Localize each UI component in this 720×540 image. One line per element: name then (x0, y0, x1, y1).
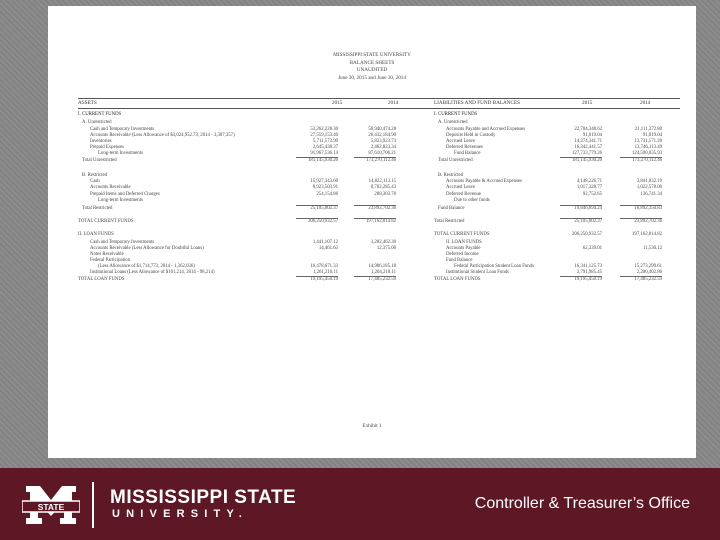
left-row-label: Institutional Loans (Less Allowance of $101,214, 2014 - 98,214) (90, 270, 215, 275)
right-row-value-2014: 21,111,372.80 (634, 127, 662, 132)
left-row-value-2015: 25,105,002.37 (310, 206, 338, 211)
left-row-label: TOTAL CURRENT FUNDS (78, 219, 134, 224)
left-row-value-2015: 19,195,450.19 (310, 277, 338, 282)
left-row-value-2014: 288,303.78 (374, 192, 396, 197)
right-row-value-2015: 16,342,441.57 (574, 145, 602, 150)
university-name: MISSISSIPPI STATE (110, 487, 297, 508)
liabilities-header: LIABILITIES AND FUND BALANCES (434, 100, 521, 106)
logo-monogram-text: STATE (37, 502, 65, 512)
right-row-label: Federal Participation Student Loan Funds (454, 264, 534, 269)
left-row-value-2015: 16,478,671.33 (310, 264, 338, 269)
right-row-label: Accounts Payable & Accrued Expenses (446, 179, 522, 184)
left-row-value-2014: 1,204,210.11 (370, 270, 396, 275)
left-row-label: B. Restricted (82, 173, 108, 178)
left-row-label: Accounts Receivable (Less Allowance of $3,024,952.73, 2014 - 3,307,357) (90, 133, 235, 138)
right-row-value-2015: 181,145,930.20 (572, 158, 602, 163)
total-rule (560, 276, 602, 277)
left-row-value-2014: 14,986,185.18 (368, 264, 396, 269)
right-row-value-2015: 62,339.01 (582, 246, 602, 251)
left-row-label: (Less Allowance of $1,714,773, 2014 - 1,362,036) (98, 264, 195, 269)
left-row-value-2015: 254,154.86 (316, 192, 338, 197)
left-row-value-2014: 87,610,706.21 (368, 151, 396, 156)
right-row-label: Total Restricted (434, 219, 465, 224)
left-row-label: A. Unrestricted (82, 120, 112, 125)
logo-divider (92, 482, 94, 528)
left-row-value-2015: 1,261,210.11 (312, 270, 338, 275)
left-row-label: Inventories (90, 139, 112, 144)
total-rule (620, 205, 662, 206)
right-row-value-2014: 17,485,232.59 (634, 277, 662, 282)
left-row-value-2014: 50,940,474.28 (368, 127, 396, 132)
right-row-value-2014: 15,273,299.61 (634, 264, 662, 269)
right-row-value-2014: 3,841,032.19 (636, 179, 662, 184)
right-row-value-2014: 173,270,112.46 (632, 158, 662, 163)
title-line: MISSISSIPPI STATE UNIVERSITY (333, 52, 411, 58)
right-row-value-2014: 91,019.04 (642, 133, 662, 138)
right-row-value-2014: 124,590,035.93 (632, 151, 662, 156)
right-row-value-2015: 25,105,002.37 (574, 219, 602, 224)
year-2015-header: 2015 (332, 100, 343, 106)
left-row-label: Notes Receivable (90, 252, 124, 257)
left-row-value-2015: 91,967,536.14 (310, 151, 338, 156)
total-rule (296, 205, 338, 206)
right-row-label: Accrued Leave (446, 139, 476, 144)
right-row-label: Accounts Payable and Accrued Expenses (446, 127, 526, 132)
left-row-value-2015: 15,927,343.60 (310, 179, 338, 184)
right-row-value-2014: 11,530.12 (642, 246, 662, 251)
msu-logo-icon (22, 484, 80, 526)
title-line: June 30, 2015 and June 30, 2014 (337, 74, 406, 81)
left-row-value-2014: 5,823,923.73 (370, 139, 396, 144)
total-rule (354, 157, 396, 158)
right-row-label: Due to other funds (454, 198, 490, 203)
right-row-value-2014: 18,892,350.83 (634, 206, 662, 211)
title-line: UNAUDITED (356, 67, 388, 73)
office-title: Controller & Treasurer’s Office (474, 495, 690, 512)
year-2014-header-right: 2014 (640, 100, 651, 106)
right-row-label: Fund Balance (454, 151, 481, 156)
right-row-value-2015: 127,733,779.26 (572, 151, 602, 156)
total-rule (354, 276, 396, 277)
left-row-label: Federal Participation (90, 258, 131, 263)
left-row-value-2015: 206,250,932.57 (308, 219, 338, 224)
right-row-label: B. Restricted (438, 173, 464, 178)
total-rule (560, 218, 602, 219)
total-rule (620, 276, 662, 277)
left-row-value-2015: 181,145,930.20 (308, 158, 338, 163)
left-row-value-2014: 1,282,462.30 (370, 240, 396, 245)
right-row-value-2014: 13,746,113.49 (634, 145, 662, 150)
right-row-value-2015: 4,148,226.71 (576, 179, 602, 184)
total-rule (560, 157, 602, 158)
university-subtitle: UNIVERSITY. (112, 508, 249, 520)
left-row-value-2014: 26,432,184.90 (368, 133, 396, 138)
left-row-label: Cash and Temporary Investments (90, 127, 155, 132)
left-row-value-2014: 8,782,285.43 (370, 185, 396, 190)
right-row-label: Institutional Student Loan Funds (446, 270, 510, 275)
left-row-label: Accounts Receivable (90, 185, 131, 190)
left-row-label: II. LOAN FUNDS (78, 232, 114, 237)
left-row-value-2014: 197,162,814.82 (366, 219, 396, 224)
left-row-value-2014: 173,270,112.46 (366, 158, 396, 163)
right-row-value-2014: 2,200,402.86 (636, 270, 662, 275)
right-row-label: Fund Balance (446, 258, 473, 263)
left-row-label: Prepaid Items and Deferred Charges (90, 192, 160, 197)
right-row-value-2015: 92,752.65 (582, 192, 602, 197)
assets-header: ASSETS (78, 100, 97, 106)
right-row-value-2014: 136,741.34 (640, 192, 662, 197)
right-row-value-2015: 14,274,341.71 (574, 139, 602, 144)
right-row-value-2015: 91,019.04 (582, 133, 602, 138)
left-row-value-2014: 14,822,113.15 (368, 179, 396, 184)
total-rule (620, 218, 662, 219)
right-row-value-2015: 16,341,125.73 (574, 264, 602, 269)
left-row-label: Total Unrestricted (82, 158, 117, 163)
right-row-label: Deposits Held in Custody (446, 133, 496, 138)
right-row-value-2015: 206,250,932.57 (572, 232, 602, 237)
right-row-value-2015: 19,195,450.19 (574, 277, 602, 282)
left-row-value-2014: 2,462,823.34 (370, 145, 396, 150)
left-row-label: Accounts Receivable (Less Allowance for Doubtful Loans) (90, 246, 204, 251)
right-row-label: II. LOAN FUNDS (446, 240, 482, 245)
title-line: BALANCE SHEETS (349, 59, 395, 66)
right-row-value-2015: 1,017,328.77 (576, 185, 602, 190)
left-row-value-2015: 2,645,438.37 (312, 145, 338, 150)
right-row-label: Deferred Income (446, 252, 479, 257)
right-row-label: I. CURRENT FUNDS (434, 112, 478, 117)
document-title (48, 52, 696, 82)
exhibit-label: Exhibit 1 (362, 423, 382, 429)
year-2015-header-right: 2015 (582, 100, 593, 106)
year-2014-header: 2014 (388, 100, 399, 106)
right-row-label: TOTAL CURRENT FUNDS (434, 232, 490, 237)
total-rule (354, 218, 396, 219)
left-row-value-2015: 53,262,228.30 (310, 127, 338, 132)
right-row-value-2015: 22,704,348.62 (574, 127, 602, 132)
left-row-value-2014: 17,485,232.59 (368, 277, 396, 282)
balance-sheet-document (48, 6, 696, 458)
right-row-label: Deferred Revenue (446, 192, 482, 197)
left-row-label: I. CURRENT FUNDS (78, 112, 122, 117)
right-row-value-2014: 197,162,814.82 (632, 232, 662, 237)
left-row-label: Prepaid Expenses (90, 145, 124, 150)
left-row-value-2015: 1,441,107.12 (312, 240, 338, 245)
right-row-value-2015: 2,791,985.45 (576, 270, 602, 275)
left-row-label: Cash and Temporary Investments (90, 240, 155, 245)
right-row-label: Accounts Payable (446, 246, 481, 251)
right-row-value-2014: 23,892,702.36 (634, 219, 662, 224)
left-row-label: TOTAL LOAN FUNDS (78, 277, 125, 282)
left-row-label: Long-term Investments (98, 151, 143, 156)
left-row-value-2014: 12,375.00 (376, 246, 396, 251)
total-rule (296, 276, 338, 277)
left-row-label: Long-term Investments (98, 198, 143, 203)
total-rule (296, 157, 338, 158)
right-row-value-2014: 13,731,571.20 (634, 139, 662, 144)
right-row-label: Total Unrestricted (438, 158, 473, 163)
header-rule-bottom (78, 108, 680, 109)
header-rule-top (78, 98, 680, 99)
right-row-value-2014: 1,022,578.00 (636, 185, 662, 190)
total-rule (560, 205, 602, 206)
right-row-label: TOTAL LOAN FUNDS (434, 277, 481, 282)
right-row-label: Deferred Revenues (446, 145, 483, 150)
right-row-label: Fund Balance (438, 206, 465, 211)
total-rule (620, 157, 662, 158)
right-row-label: A. Unrestricted (438, 120, 468, 125)
left-row-value-2015: 8,923,503.91 (312, 185, 338, 190)
left-row-value-2014: 23,892,702.36 (368, 206, 396, 211)
right-row-label: Accrued Leave (446, 185, 476, 190)
left-row-label: Total Restricted (82, 206, 113, 211)
total-rule (354, 205, 396, 206)
right-row-value-2015: 19,846,694.24 (574, 206, 602, 211)
left-row-value-2015: 14,461.63 (318, 246, 338, 251)
left-row-value-2015: 5,711,573.99 (312, 139, 338, 144)
left-row-label: Cash (90, 179, 100, 184)
total-rule (296, 218, 338, 219)
left-row-value-2015: 27,559,153.40 (310, 133, 338, 138)
